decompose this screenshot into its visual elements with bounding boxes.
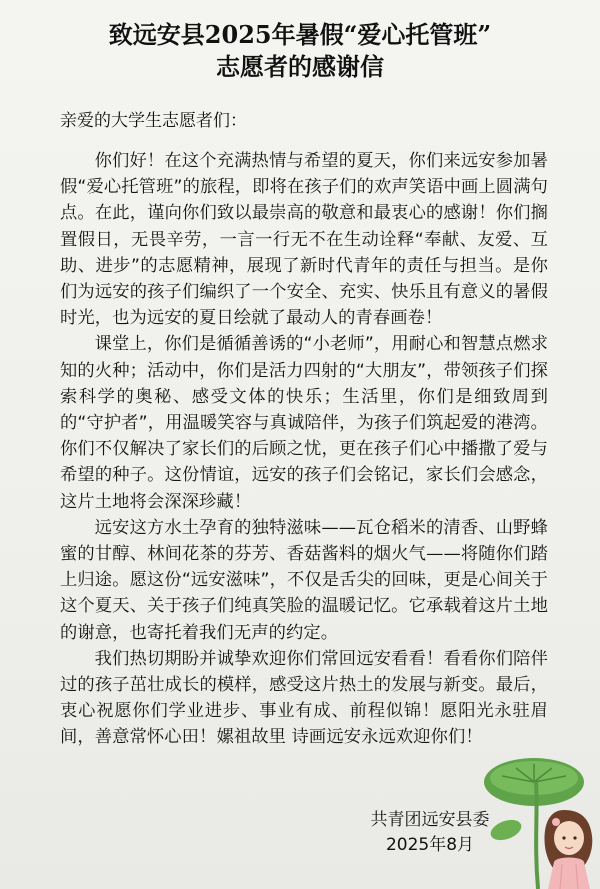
girl-with-lotus-leaf-icon <box>476 752 600 889</box>
paragraph-closing: 我们热切期盼并诚挚欢迎你们常回远安看看！看看你们陪伴过的孩子茁壮成长的模样，感受这片热土的发展与新变。最后，衷心祝愿你们学业进步、事业有成、前程似锦！愿阳光永驻眉间，善意常怀心田！嫘祖故里 诗画远安永远欢迎你们！ <box>60 648 548 748</box>
signature-org: 共青团远安县委 <box>370 810 490 830</box>
letter-body <box>60 148 548 751</box>
signature-date: 2025年8月 <box>385 835 475 855</box>
letter-title-line2: 志愿者的感谢信 <box>216 52 384 81</box>
salutation: 亲爱的大学生志愿者们： <box>60 111 247 131</box>
letter-title-line1: 致远安县2025年暑假“爱心托管班” <box>108 20 492 49</box>
paragraph-roles: 课堂上，你们是循循善诱的“小老师”，用耐心和智慧点燃求知的火种；活动中，你们是活力四射的“大朋友”，带领孩子们探索科学的奥秘、感受文体的快乐；生活里，你们是细致周到的“守护者”，用温暖笑容与真诚陪伴，为孩子们筑起爱的港湾。你们不仅解决了家长们的后顾之忧，更在孩子们心中播撒了爱与希望的种子。这份情谊，远安的孩子们会铭记，家长们会感念，这片土地将会深深珍藏！ <box>60 334 548 512</box>
paragraph-local-flavor: 远安这方水土孕育的独特滋味——瓦仓稻米的清香、山野蜂蜜的甘醇、林间花茶的芬芳、香菇酱料的烟火气——将随你们踏上归途。愿这份“远安滋味”，不仅是舌尖的回味，更是心间关于这个夏天、关于孩子们纯真笑脸的温暖记忆。它承载着这片土地的谢意，也寄托着我们无声的约定。 <box>60 517 548 643</box>
paragraph-greeting: 你们好！在这个充满热情与希望的夏天，你们来远安参加暑假“爱心托管班”的旅程，即将在孩子们的欢声笑语中画上圆满句点。在此，谨向你们致以最崇高的敬意和最衷心的感谢！你们搁置假日，无畏辛劳，一言一行无不在生动诠释“奉献、友爱、互助、进步”的志愿精神，展现了新时代青年的责任与担当。是你们为远安的孩子们编织了一个安全、充实、快乐且有意义的暑假时光，也为远安的夏日绘就了最动人的青春画卷！ <box>60 151 548 329</box>
